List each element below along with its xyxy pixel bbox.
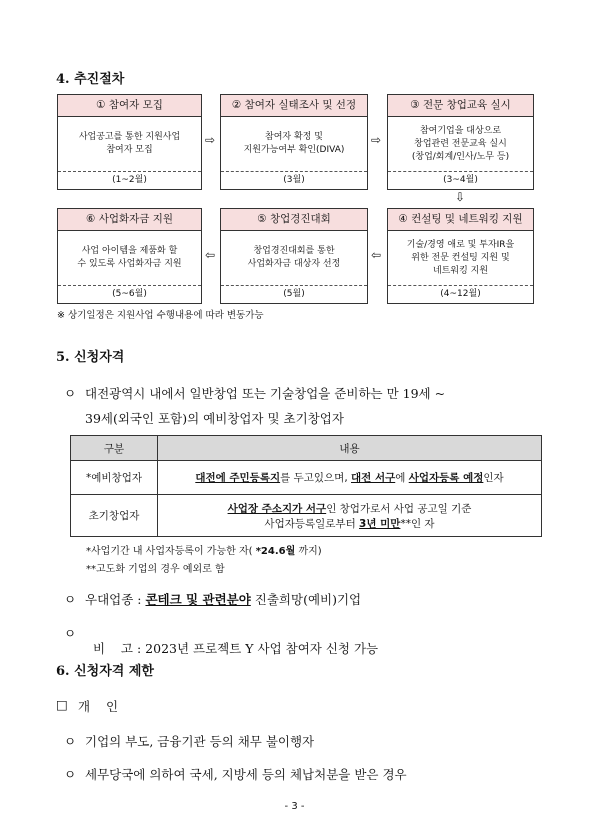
eligibility-table (70, 435, 542, 537)
flow-box-5 (220, 208, 368, 304)
eligibility-line-1: 대전광역시 내에서 일반창업 또는 기술창업을 준비하는 만 19세 ~ (85, 386, 446, 401)
preferred-industry: 우대업종 : 콘테크 및 관련분야 진출희망(예비)기업 (85, 592, 362, 607)
right-arrow-icon: ⇨ (371, 133, 382, 147)
flow-box-title: ④ 컨설팅 및 네트워킹 지원 (388, 209, 533, 231)
flow-box-body: 창업경진대회를 통한 사업화자금 대상자 선정 (247, 246, 341, 269)
flow-box-period: (3월) (221, 171, 367, 189)
flow-box-period: (3~4월) (388, 171, 533, 189)
flow-box-3 (387, 94, 534, 190)
bullet: ㅇ (64, 767, 77, 782)
bullet: ㅇ (64, 386, 77, 401)
flow-box-body: 참여자 확정 및 지원가능여부 확인(DIVA) (243, 132, 345, 155)
bullet: ㅇ (64, 626, 77, 641)
right-arrow-icon: ⇨ (205, 133, 216, 147)
table-row-label: *예비창업자 (71, 461, 158, 495)
bullet: ㅇ (64, 592, 77, 607)
table-row-content: 대전에 주민등록지를 두고있으며, 대전 서구에 사업자등록 예정인자 (158, 461, 542, 495)
flow-box-body: 참여기업을 대상으로 창업관련 전문교육 실시 (창업/회계/인사/노무 등) (411, 125, 510, 162)
table-row-label: 초기창업자 (71, 495, 158, 537)
flow-box-2 (220, 94, 368, 190)
flow-box-title: ⑥ 사업화자금 지원 (58, 209, 201, 231)
schedule-note: ※ 상기일정은 지원사업 수행내용에 따라 변동가능 (57, 310, 264, 321)
eligibility-line-2: 39세(외국인 포함)의 예비창업자 및 초기창업자 (85, 411, 344, 426)
bullet: ㅇ (64, 734, 77, 749)
table-row-content: 사업장 주소지가 서구인 창업가로서 사업 공고일 기준 사업자등록일로부터 3년 미만**인 자 (158, 495, 542, 537)
flow-box-body: 사업공고를 통한 지원사업 참여자 모집 (78, 132, 181, 155)
table-header: 내용 (158, 436, 542, 461)
table-header: 구분 (71, 436, 158, 461)
left-arrow-icon: ⇦ (205, 248, 216, 262)
flow-box-body: 사업 아이템을 제품화 할 수 있도록 사업화자금 지원 (77, 246, 182, 269)
flow-box-period: (1~2월) (58, 171, 201, 189)
page-number: - 3 - (284, 801, 305, 812)
section-4-title: 4. 추진절차 (56, 72, 125, 87)
flow-box-6 (57, 208, 202, 304)
flow-box-period: (5~6월) (58, 285, 201, 303)
flow-box-title: ② 참여자 실태조사 및 선정 (221, 95, 367, 117)
down-arrow-icon: ⇩ (455, 190, 466, 204)
section-6-title: 6. 신청자격 제한 (56, 664, 154, 679)
restriction-item: 세무당국에 의하여 국세, 지방세 등의 체납처분을 받은 경우 (85, 767, 407, 782)
left-arrow-icon: ⇦ (371, 248, 382, 262)
remark: 비 고 : 2023년 프로젝트 Y 사업 참여자 신청 가능 (92, 641, 379, 656)
note-2: **고도화 기업의 경우 예외로 함 (86, 564, 225, 575)
section-5-title: 5. 신청자격 (56, 350, 125, 365)
note-1: *사업기간 내 사업자등록이 가능한 자( *24.6월 까지) (86, 546, 322, 557)
sub-heading: 개 인 (78, 699, 119, 714)
flow-box-title: ① 참여자 모집 (58, 95, 201, 117)
flow-box-4 (387, 208, 534, 304)
flow-box-title: ③ 전문 창업교육 실시 (388, 95, 533, 117)
flow-box-period: (5월) (221, 285, 367, 303)
restriction-item: 기업의 부도, 금융기관 등의 채무 불이행자 (85, 734, 315, 749)
flow-box-title: ⑤ 창업경진대회 (221, 209, 367, 231)
flow-box-period: (4~12월) (388, 285, 533, 303)
flow-box-1 (57, 94, 202, 190)
flow-box-body: 기술/경영 애로 및 투자IR을 위한 전문 컨설팅 지원 및 네트워킹 지원 (406, 239, 515, 276)
checkbox-icon: □ (56, 697, 68, 712)
